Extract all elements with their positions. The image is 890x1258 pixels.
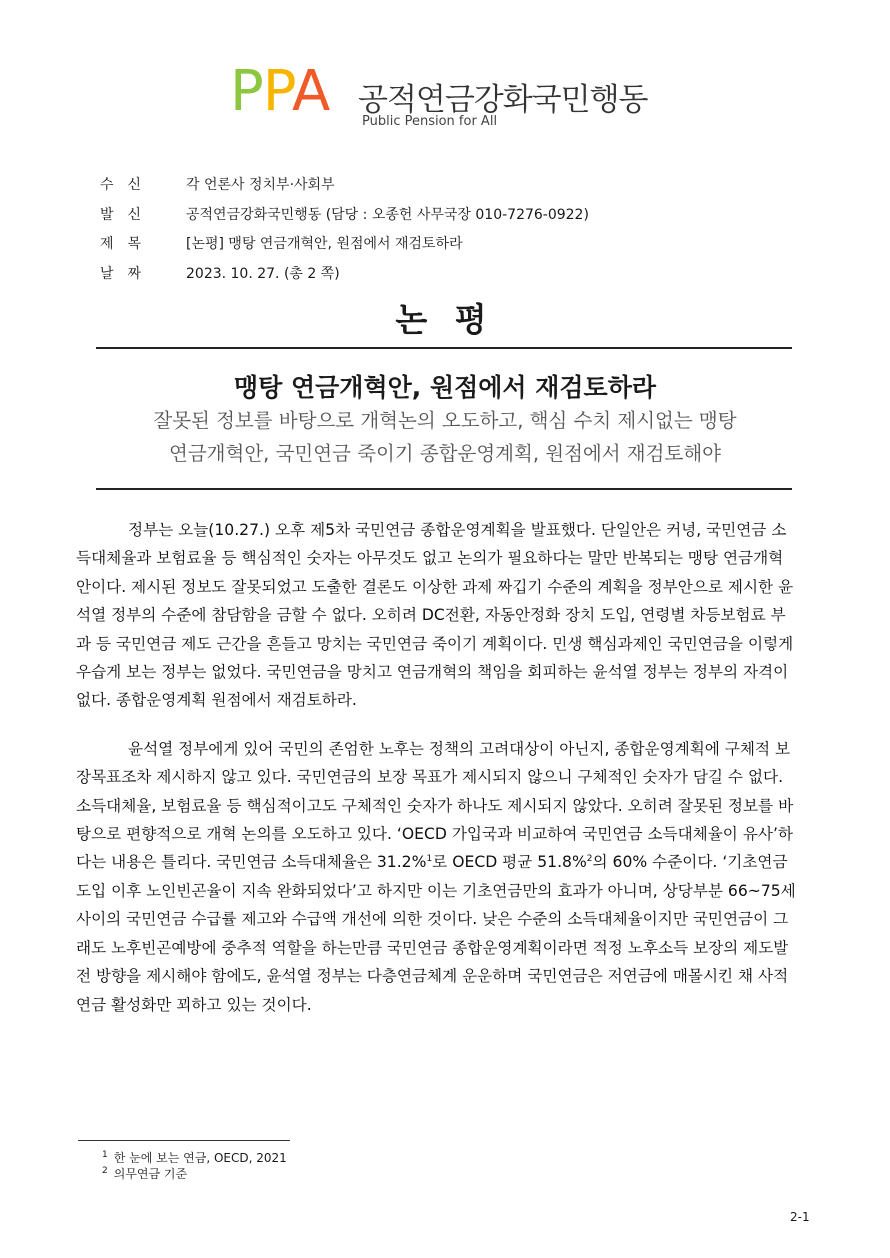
body-paragraph xyxy=(76,735,796,1019)
meta-value: 각 언론사 정치부·사회부 xyxy=(186,177,335,193)
body-paragraph: 정부는 오늘(10.27.) 오후 제5차 국민연금 종합운영계획을 발표했다. 단일안은 커녕, 국민연금 소득대체율과 보험료율 등 핵심적인 숫자는 아무것도 없고 논의가 필요하다는 말만 반복되는 맹탕 연금개혁안이다. 제시된 정보도 잘못되었고 도출한 결론도 이상한 과제 짜깁기 수준의 계획을 정부안으로 제시한 윤석열 정부의 수준에 참담함을 금할 수 없다. 오히려 DC전환, 자동안정화 장치 도입, 연령별 차등보험료 부과 등 국민연금 제도 근간을 흔들고 망치는 국민연금 죽이기 계획이다. 민생 핵심과제인 국민연금을 이렇게 우습게 보는 정부는 없었다. 국민연금을 망치고 연금개혁의 책임을 회피하는 윤석열 정부는 정부의 자격이 없다. 종합운영계획 원점에서 재검토하라. xyxy=(76,521,794,710)
footnote-mark: 2 xyxy=(102,1166,108,1176)
subheadline xyxy=(0,404,890,470)
meta-label: 수신 xyxy=(100,177,156,193)
meta-value: [논평] 맹탕 연금개혁안, 원점에서 재검토하라 xyxy=(186,236,463,252)
footnote-text: 의무연금 기준 xyxy=(113,1167,188,1181)
meta-value: 공적연금강화국민행동 (담당 : 오종헌 사무국장 010-7276-0922) xyxy=(186,206,589,223)
logo-letter-p1: P xyxy=(230,59,263,124)
footnotes xyxy=(102,1150,287,1182)
footnote-divider xyxy=(78,1140,290,1141)
headline: 맹탕 연금개혁안, 원점에서 재검토하라 xyxy=(233,373,656,402)
logo-letter-p2: P xyxy=(262,59,292,124)
meta-label: 발신 xyxy=(100,206,156,223)
meta-label: 날짜 xyxy=(100,265,156,282)
subheadline-line: 잘못된 정보를 바탕으로 개혁논의 오도하고, 핵심 수치 제시없는 맹탕 xyxy=(153,409,737,432)
body-text-segment: 의 60% 수준이다. ‘기초연금 도입 이후 노인빈곤율이 지속 완화되었다’고 하지만 이는 기초연금만의 효과가 아니며, 상당부분 66~75세 사이의 국민연금 수급률 제고와 수급액 개선에 의한 것이다. 낮은 수준의 소득대체율이지만 국민연금이 그래도 노후빈곤예방에 중추적 역할을 하는만큼 국민연금 종합운영계획이라면 적정 노후소득 보장의 제도발전 방향을 제시해야 함에도, 윤석열 정부는 다층연금체계 운운하며 국민연금은 저연금에 매몰시킨 채 사적연금 활성화만 꾀하고 있는 것이다. xyxy=(76,853,796,1014)
footnote-mark: 1 xyxy=(102,1150,108,1160)
logo-mark xyxy=(230,59,330,124)
footnote xyxy=(102,1166,287,1182)
meta-value: 2023. 10. 27. (총 2 쪽) xyxy=(186,265,340,282)
page-number: 2-1 xyxy=(790,1210,810,1224)
footnote-ref: 2 xyxy=(586,854,593,865)
top-divider xyxy=(96,347,792,349)
bottom-divider xyxy=(96,488,792,490)
org-subtitle: Public Pension for All xyxy=(362,114,498,129)
body-text-segment: 로 OECD 평균 51.8% xyxy=(432,853,587,872)
meta-label: 제목 xyxy=(100,236,156,252)
logo-letter-a: A xyxy=(291,59,330,124)
footnote xyxy=(102,1150,287,1166)
footnote-ref: 1 xyxy=(426,854,433,865)
document-type-title: 논 평 xyxy=(395,300,495,339)
org-name: 공적연금강화국민행동 xyxy=(358,82,648,118)
footnote-text: 한 눈에 보는 연금, OECD, 2021 xyxy=(113,1151,287,1165)
body-text xyxy=(76,516,796,1039)
subheadline-line: 연금개혁안, 국민연금 죽이기 종합운영계획, 원점에서 재검토해야 xyxy=(169,442,721,465)
body-text-segment: 윤석열 정부에게 있어 국민의 존엄한 노후는 정책의 고려대상이 아닌지, 종합운영계획에 구체적 보장목표조차 제시하지 않고 있다. 국민연금의 보장 목표가 제시되지 않으니 구체적인 숫자가 담길 수 없다. 소득대체율, 보험료율 등 핵심적이고도 구체적인 숫자가 하나도 제시되지 않았다. 오히려 잘못된 정보를 바탕으로 편향적으로 개혁 논의를 오도하고 있다. ‘OECD 가입국과 비교하여 국민연금 소득대체율이 유사’하다는 내용은 틀리다. 국민연금 소득대체율은 31.2% xyxy=(76,739,794,872)
